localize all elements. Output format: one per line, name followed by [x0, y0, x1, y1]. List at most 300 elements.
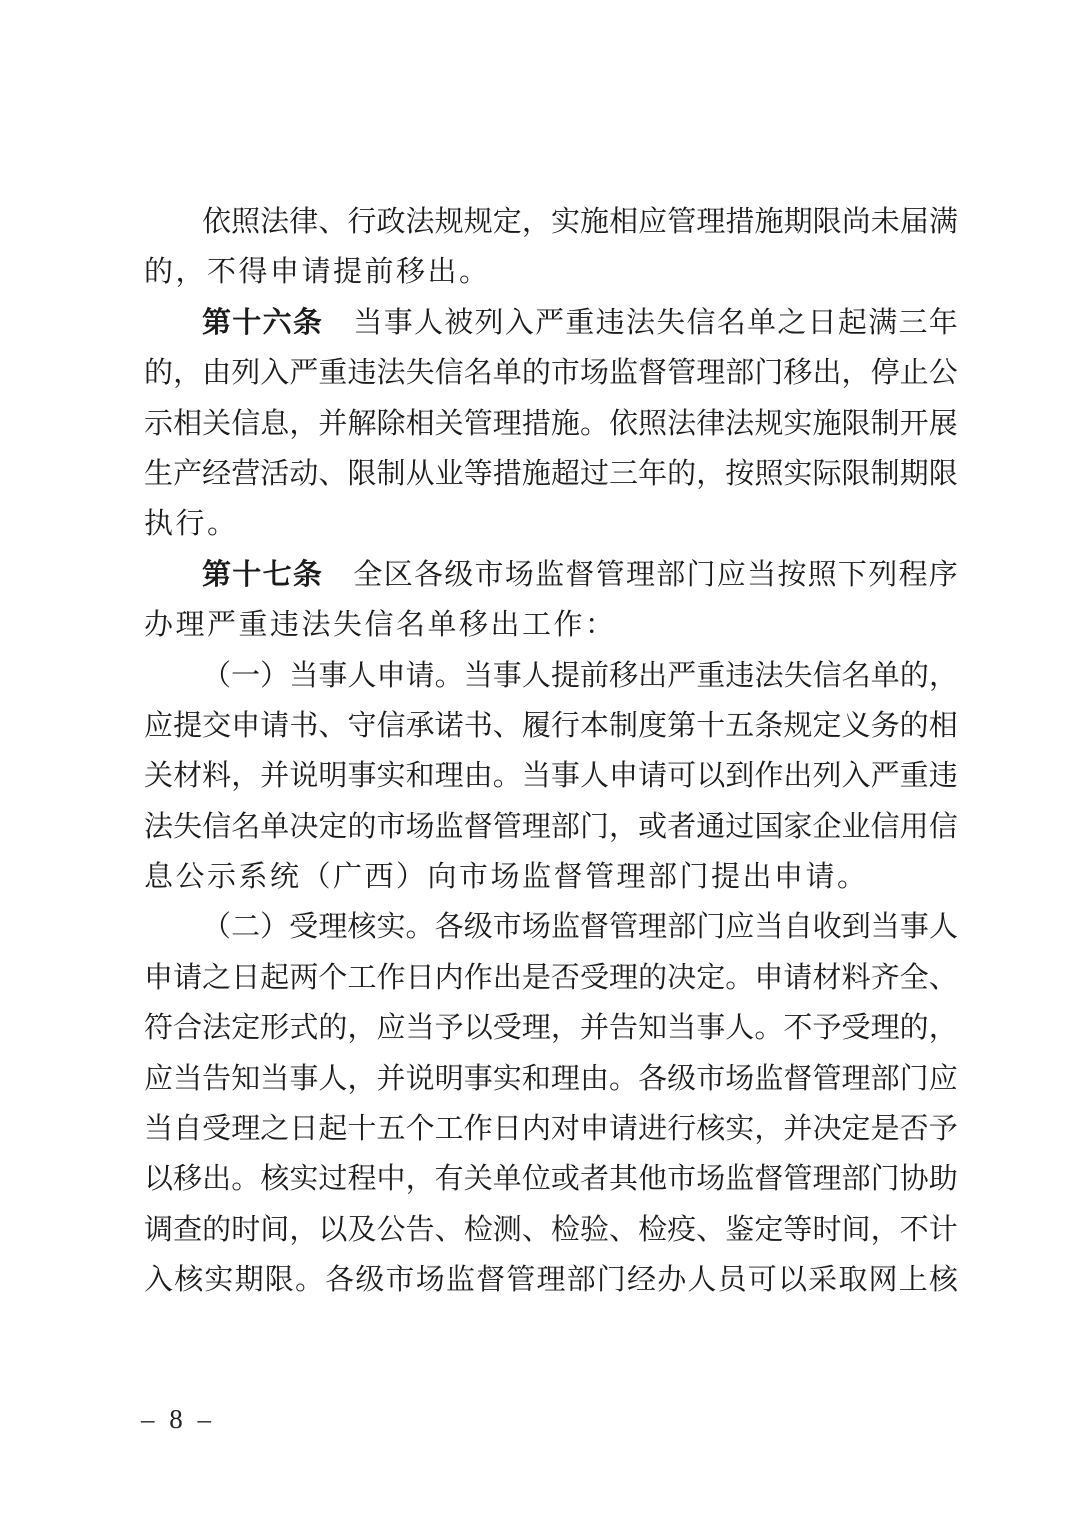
- body-char: 限: [347, 457, 377, 490]
- body-char: [323, 550, 352, 600]
- body-char: 级: [463, 911, 493, 944]
- body-char: 事: [318, 659, 348, 692]
- body-char: 用: [899, 810, 929, 843]
- body-char: 受: [289, 911, 319, 944]
- body-char: 市: [667, 1163, 697, 1196]
- body-char: 市: [696, 1062, 726, 1095]
- body-char: 相: [405, 407, 435, 440]
- text-line: [144, 600, 958, 650]
- body-char: 当: [260, 1062, 290, 1095]
- body-char: ，: [347, 1062, 377, 1095]
- body-char: 定: [696, 961, 726, 994]
- body-char: 的: [347, 810, 377, 843]
- body-char: 履: [521, 709, 551, 742]
- body-char: 年: [928, 306, 958, 339]
- body-char: 、: [521, 1213, 551, 1246]
- body-char: 间: [260, 1213, 290, 1246]
- body-char: 内: [521, 1113, 551, 1146]
- body-char: 门: [596, 1264, 626, 1297]
- body-char: 名: [841, 659, 871, 692]
- body-char: 市: [492, 911, 522, 944]
- body-char: 信: [928, 810, 958, 843]
- body-char: 违: [595, 306, 625, 339]
- body-char: 出: [202, 1163, 232, 1196]
- body-char: 请: [173, 961, 203, 994]
- body-char: 尚: [841, 206, 871, 238]
- body-char: 起: [318, 1113, 348, 1146]
- body-char: 作: [463, 1113, 493, 1146]
- body-char: 的: [144, 357, 174, 390]
- body-char: 理: [434, 760, 464, 793]
- body-char: 止: [899, 357, 929, 390]
- document-body: [144, 197, 958, 1306]
- body-char: 限: [928, 457, 958, 490]
- body-char: 十: [696, 709, 726, 742]
- body-char: 告: [202, 1062, 232, 1095]
- body-char: 人: [687, 1264, 717, 1297]
- body-char: 理: [536, 1264, 566, 1297]
- body-char: 应: [638, 206, 668, 238]
- body-char: 上: [898, 1264, 928, 1297]
- body-char: 计: [928, 1213, 958, 1246]
- body-char: 以: [696, 760, 726, 793]
- body-char: 等: [783, 1213, 813, 1246]
- body-char: 应: [716, 558, 746, 591]
- body-char: 序: [928, 558, 958, 591]
- text-line: [144, 550, 958, 600]
- body-char: 实: [725, 1113, 755, 1146]
- body-char: 核: [260, 1163, 290, 1196]
- body-char: 监: [535, 558, 565, 591]
- body-char: 移: [173, 1163, 203, 1196]
- article-number-char: 七: [262, 558, 292, 591]
- body-char: 核: [174, 1264, 204, 1297]
- body-char: 照: [807, 558, 837, 591]
- body-char: 请: [638, 760, 668, 793]
- body-char: 从: [405, 457, 435, 490]
- body-char: 有: [434, 1163, 464, 1196]
- body-char: 场: [415, 1264, 445, 1297]
- body-char: 申: [754, 961, 784, 994]
- body-char: ，: [609, 810, 639, 843]
- body-char: 是: [521, 961, 551, 994]
- body-char: 收: [812, 911, 842, 944]
- body-char: ，: [289, 1213, 319, 1246]
- body-char: （: [202, 659, 232, 692]
- body-char: 列: [812, 760, 842, 793]
- body-char: 对: [550, 1113, 580, 1146]
- body-char: 人: [347, 659, 377, 692]
- body-char: 予: [434, 1012, 464, 1045]
- body-char: 理: [696, 357, 726, 390]
- body-char: 三: [609, 457, 639, 490]
- body-char: 由: [463, 760, 493, 793]
- body-char: 说: [289, 760, 319, 793]
- body-char: 人: [579, 760, 609, 793]
- body-char: 信: [231, 407, 261, 440]
- body-char: 应: [725, 911, 755, 944]
- body-char: 关: [434, 407, 464, 440]
- body-char: 的: [899, 1012, 929, 1045]
- body-char: 检: [550, 1213, 580, 1246]
- body-char: 以: [777, 1264, 807, 1297]
- body-char: 或: [638, 810, 668, 843]
- body-char: 除: [376, 407, 406, 440]
- body-char: 应: [376, 1012, 406, 1045]
- body-char: 事: [899, 911, 929, 944]
- body-char: 生: [144, 457, 174, 490]
- body-char: 五: [376, 1113, 406, 1146]
- body-char: 受: [202, 1113, 232, 1146]
- body-char: 限: [812, 206, 842, 238]
- body-char: 义: [841, 709, 871, 742]
- body-char: 自: [173, 1113, 203, 1146]
- body-char: 照: [754, 457, 784, 490]
- body-char: 全: [899, 961, 929, 994]
- body-char: 请: [260, 709, 290, 742]
- body-char: 人: [928, 911, 958, 944]
- body-char: 场: [521, 911, 551, 944]
- body-char: 员: [717, 1264, 747, 1297]
- body-char: 信: [686, 306, 716, 339]
- text-line: [144, 953, 958, 1003]
- body-char: 失: [783, 659, 813, 692]
- body-char: 督: [476, 1264, 506, 1297]
- body-char: 法: [625, 306, 655, 339]
- body-char: 、: [318, 709, 348, 742]
- body-char: 管: [506, 1264, 536, 1297]
- body-char: 个: [405, 1113, 435, 1146]
- body-char: 人: [413, 306, 443, 339]
- body-char: 理: [696, 206, 726, 238]
- body-char: 间: [841, 1213, 871, 1246]
- body-char: 违: [347, 357, 377, 390]
- body-char: 疫: [667, 1213, 697, 1246]
- body-char: 措: [521, 407, 551, 440]
- body-char: 部: [656, 558, 686, 591]
- body-char: 区: [383, 558, 413, 591]
- body-char: 工: [347, 961, 377, 994]
- body-char: 关: [202, 407, 232, 440]
- body-char: ，: [928, 1012, 958, 1045]
- body-char: 应: [144, 1062, 174, 1095]
- body-char: 材: [812, 961, 842, 994]
- body-char: 、: [696, 1213, 726, 1246]
- body-char: 自: [783, 911, 813, 944]
- body-char: 并: [783, 1113, 813, 1146]
- body-char: 管: [783, 1163, 813, 1196]
- body-char: ，: [696, 457, 726, 490]
- body-char: 市: [550, 357, 580, 390]
- body-char: 书: [289, 709, 319, 742]
- body-char: 法: [376, 357, 406, 390]
- body-char: 和: [521, 1062, 551, 1095]
- body-char: 。: [405, 911, 435, 944]
- body-char: 名: [463, 357, 493, 390]
- body-char: 严: [870, 760, 900, 793]
- body-char: 家: [783, 810, 813, 843]
- body-char: 守: [347, 709, 377, 742]
- body-char: 的: [318, 1012, 348, 1045]
- body-char: 时: [231, 1213, 261, 1246]
- body-char: 期: [234, 1264, 264, 1297]
- body-char: 。: [579, 407, 609, 440]
- body-char: 不: [899, 1213, 929, 1246]
- body-char: 部: [841, 1163, 871, 1196]
- body-char: 事: [289, 1062, 319, 1095]
- body-char: 理: [625, 558, 655, 591]
- body-char: 料: [202, 760, 232, 793]
- body-char: 出: [783, 760, 813, 793]
- body-char: 相: [173, 407, 203, 440]
- body-char: 限: [841, 407, 871, 440]
- body-char: 定: [492, 206, 522, 238]
- body-char: 度: [638, 709, 668, 742]
- body-char: 当: [521, 760, 551, 793]
- body-char: ，: [928, 659, 958, 692]
- text-line: [144, 1205, 958, 1255]
- body-char: 期: [783, 206, 813, 238]
- body-char: 依: [202, 206, 232, 238]
- body-char: 提: [173, 709, 203, 742]
- body-char: 出: [812, 357, 842, 390]
- body-char: 第: [667, 709, 697, 742]
- body-char: 相: [609, 206, 639, 238]
- body-char: 人: [725, 1012, 755, 1045]
- article-number-char: 第: [202, 558, 232, 591]
- body-char: 理: [550, 1062, 580, 1095]
- body-char: 管: [812, 1062, 842, 1095]
- body-char: 督: [638, 357, 668, 390]
- text-line: [144, 1003, 958, 1053]
- body-char: （: [202, 911, 232, 944]
- body-char: 实: [204, 1264, 234, 1297]
- body-char: 程: [347, 1163, 377, 1196]
- body-char: 者: [579, 1163, 609, 1196]
- body-char: 助: [928, 1163, 958, 1196]
- body-char: 当: [754, 911, 784, 944]
- body-char: ，: [870, 1213, 900, 1246]
- article-number-char: 六: [262, 306, 292, 339]
- body-char: 年: [638, 457, 668, 490]
- body-char: 明: [318, 760, 348, 793]
- body-char: 行: [550, 709, 580, 742]
- body-char: 管: [492, 810, 522, 843]
- body-char: 务: [870, 709, 900, 742]
- body-char: 采: [808, 1264, 838, 1297]
- text-line: [144, 399, 958, 449]
- body-char: 重: [899, 760, 929, 793]
- body-char: 届: [899, 206, 929, 238]
- body-char: 关: [144, 760, 174, 793]
- body-char: 出: [638, 659, 668, 692]
- body-char: 施: [521, 457, 551, 490]
- body-char: 形: [260, 1012, 290, 1045]
- body-char: 规: [754, 407, 784, 440]
- body-char: 督: [783, 1062, 813, 1095]
- body-char: 律: [289, 206, 319, 238]
- body-char: 、: [492, 709, 522, 742]
- body-char: 之: [260, 1113, 290, 1146]
- body-char: 予: [812, 1012, 842, 1045]
- body-char: 规: [463, 206, 493, 238]
- body-char: 经: [627, 1264, 657, 1297]
- body-char: 定: [318, 810, 348, 843]
- body-char: 未: [870, 206, 900, 238]
- body-char: 监: [609, 357, 639, 390]
- text-line: [144, 348, 958, 398]
- body-char: 名: [716, 306, 746, 339]
- body-char: 法: [202, 1012, 232, 1045]
- text-line: [144, 852, 958, 902]
- body-char: 门: [579, 810, 609, 843]
- body-char: 前: [580, 659, 610, 692]
- body-char: 定: [812, 709, 842, 742]
- text-line: [144, 1154, 958, 1204]
- body-char: 的: [638, 961, 668, 994]
- body-char: 关: [463, 1163, 493, 1196]
- body-char: 事: [492, 659, 522, 692]
- body-char: 门: [899, 1062, 929, 1095]
- body-char: 制: [870, 407, 900, 440]
- body-char: 单: [492, 357, 522, 390]
- body-char: 知: [231, 1062, 261, 1095]
- body-char: 列: [868, 558, 898, 591]
- body-char: 否: [550, 961, 580, 994]
- body-char: ，: [550, 1012, 580, 1045]
- body-char: 施: [812, 407, 842, 440]
- body-char: 公: [376, 1213, 406, 1246]
- body-char: 入: [504, 306, 534, 339]
- body-char: 级: [444, 558, 474, 591]
- body-char: 查: [173, 1213, 203, 1246]
- body-char: 信: [812, 659, 842, 692]
- body-char: 公: [928, 357, 958, 390]
- body-char: 信: [870, 810, 900, 843]
- body-char: 理: [521, 1012, 551, 1045]
- body-char: 过: [579, 457, 609, 490]
- body-char: 市: [474, 558, 504, 591]
- body-char: 当: [353, 306, 383, 339]
- body-char: 限: [841, 457, 871, 490]
- body-char: 当: [289, 659, 319, 692]
- text-line: [144, 247, 958, 297]
- body-char: 。: [434, 659, 464, 692]
- body-char: 制: [376, 457, 406, 490]
- body-char: 告: [405, 1213, 435, 1246]
- body-char: 各: [638, 1062, 668, 1095]
- body-char: 严: [667, 659, 697, 692]
- body-char: 检: [463, 1213, 493, 1246]
- body-char: ，: [347, 1012, 377, 1045]
- body-char: 并: [318, 407, 348, 440]
- body-char: 提: [550, 659, 580, 692]
- body-char: 行: [347, 206, 377, 238]
- body-char: 以: [463, 1012, 493, 1045]
- body-char: 者: [667, 810, 697, 843]
- body-char: 合: [173, 1012, 203, 1045]
- body-text: 执行。: [144, 508, 239, 541]
- body-char: 起: [260, 961, 290, 994]
- body-char: 移: [783, 357, 813, 390]
- body-char: 。: [725, 961, 755, 994]
- body-char: 办: [657, 1264, 687, 1297]
- body-char: 法: [260, 206, 290, 238]
- text-line: [144, 1054, 958, 1104]
- body-char: 位: [521, 1163, 551, 1196]
- body-char: 管: [609, 911, 639, 944]
- body-char: 的: [899, 709, 929, 742]
- body-char: 示: [144, 407, 174, 440]
- body-char: 重: [565, 306, 595, 339]
- body-char: 定: [754, 1213, 784, 1246]
- body-char: ，: [405, 1163, 435, 1196]
- body-char: ，: [754, 1113, 784, 1146]
- body-char: 市: [385, 1264, 415, 1297]
- text-line: [144, 449, 958, 499]
- body-char: 监: [754, 1062, 784, 1095]
- body-char: 并: [579, 1012, 609, 1045]
- body-text: 办理严重违法失信名单移出工作：: [144, 609, 617, 642]
- body-char: 申: [231, 709, 261, 742]
- body-char: 实: [376, 911, 406, 944]
- body-char: 理: [638, 911, 668, 944]
- body-char: 施: [754, 206, 784, 238]
- body-char: 事: [383, 306, 413, 339]
- body-char: 制: [609, 709, 639, 742]
- body-char: 受: [841, 1012, 871, 1045]
- body-char: 应: [928, 1062, 958, 1095]
- body-char: 料: [841, 961, 871, 994]
- body-char: 措: [492, 457, 522, 490]
- body-char: 由: [202, 357, 232, 390]
- body-char: 明: [434, 1062, 464, 1095]
- body-char: 严: [289, 357, 319, 390]
- body-char: 。: [609, 1062, 639, 1095]
- body-char: 承: [405, 709, 435, 742]
- body-char: 核: [347, 911, 377, 944]
- body-char: 知: [638, 1012, 668, 1045]
- body-char: 理: [812, 1163, 842, 1196]
- body-char: 法: [144, 810, 174, 843]
- body-char: 及: [347, 1213, 377, 1246]
- body-char: 进: [638, 1113, 668, 1146]
- body-char: 事: [347, 760, 377, 793]
- body-char: 。: [294, 1264, 324, 1297]
- body-char: 检: [638, 1213, 668, 1246]
- body-char: 条: [754, 709, 784, 742]
- body-char: 失: [656, 306, 686, 339]
- body-char: 交: [202, 709, 232, 742]
- body-char: 满: [868, 306, 898, 339]
- body-char: 动: [289, 457, 319, 490]
- body-char: 并: [376, 1062, 406, 1095]
- body-char: 由: [579, 1062, 609, 1095]
- body-char: 事: [550, 760, 580, 793]
- body-char: 单: [260, 810, 290, 843]
- body-char: 等: [463, 457, 493, 490]
- body-char: 请: [609, 1113, 639, 1146]
- body-char: 理: [318, 911, 348, 944]
- text-line: [144, 751, 958, 801]
- body-char: 实: [783, 407, 813, 440]
- body-char: 是: [870, 1113, 900, 1146]
- body-char: 到: [725, 760, 755, 793]
- article-number-char: 条: [292, 306, 322, 339]
- body-char: 内: [434, 961, 464, 994]
- body-char: 督: [463, 810, 493, 843]
- body-char: 场: [405, 810, 435, 843]
